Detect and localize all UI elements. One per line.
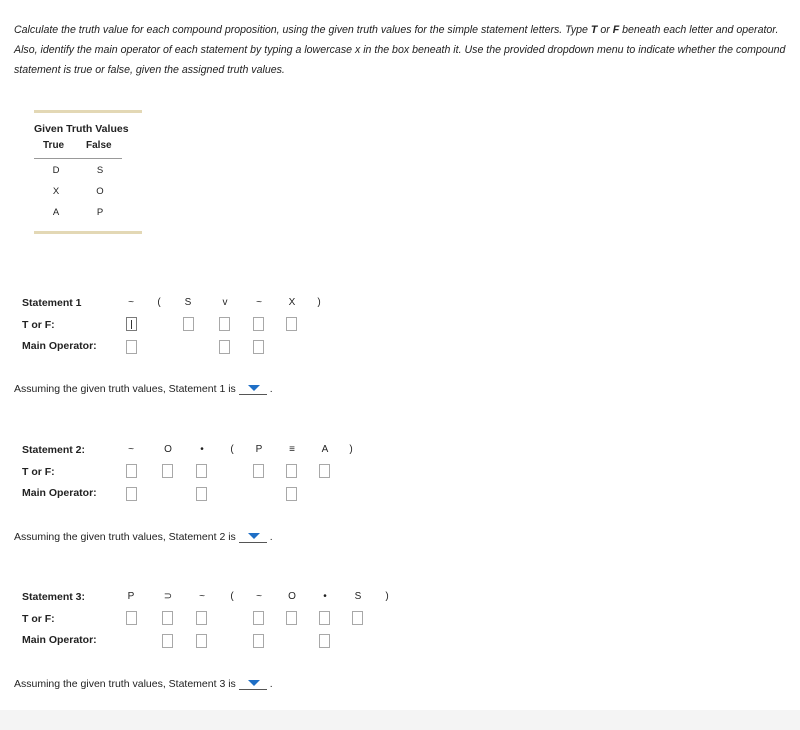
bottom-band xyxy=(0,710,800,730)
symbol: ~ xyxy=(128,444,134,455)
header-divider xyxy=(34,158,122,159)
main-operator-input[interactable] xyxy=(126,340,137,354)
symbol: ~ xyxy=(256,591,262,602)
symbol: P xyxy=(127,591,135,602)
table-bottom-rule xyxy=(34,231,142,234)
symbol: O xyxy=(288,591,296,602)
table-header xyxy=(34,140,142,158)
tf-input[interactable] xyxy=(196,464,207,478)
symbol: ( xyxy=(157,297,161,308)
main-operator-input[interactable] xyxy=(196,634,207,648)
statement-label: Statement 3: xyxy=(22,591,86,603)
true-letter: X xyxy=(52,186,60,197)
main-operator-input[interactable] xyxy=(162,634,173,648)
main-operator-label: Main Operator: xyxy=(22,487,97,499)
symbol: ≡ xyxy=(289,444,295,455)
symbol: • xyxy=(323,591,327,602)
main-operator-input[interactable] xyxy=(286,487,297,501)
false-header: False xyxy=(86,140,112,151)
tf-label: T or F: xyxy=(22,319,55,331)
true-letter: A xyxy=(52,207,60,218)
false-letter: O xyxy=(96,186,104,197)
tf-input[interactable] xyxy=(286,317,297,331)
table-row xyxy=(34,161,142,182)
main-operator-input[interactable] xyxy=(319,634,330,648)
tf-input[interactable] xyxy=(319,611,330,625)
false-letter: P xyxy=(96,207,104,218)
tf-input[interactable] xyxy=(352,611,363,625)
table-row xyxy=(34,182,142,203)
symbol: ) xyxy=(317,297,321,308)
main-operator-label: Main Operator: xyxy=(22,340,97,352)
statement-label: Statement 1 xyxy=(22,297,82,309)
tf-input[interactable] xyxy=(183,317,194,331)
false-letter: S xyxy=(96,165,104,176)
dropdown-arrow-icon xyxy=(248,385,260,391)
tf-input[interactable] xyxy=(253,611,264,625)
tf-input[interactable] xyxy=(319,464,330,478)
tf-input[interactable] xyxy=(196,611,207,625)
tf-input[interactable] xyxy=(126,611,137,625)
symbol: ⊃ xyxy=(163,591,173,602)
main-operator-input[interactable] xyxy=(219,340,230,354)
tf-input[interactable] xyxy=(219,317,230,331)
symbol: • xyxy=(200,444,204,455)
main-operator-input[interactable] xyxy=(253,340,264,354)
main-operator-input[interactable] xyxy=(253,634,264,648)
main-operator-input[interactable] xyxy=(196,487,207,501)
truth-value-dropdown[interactable] xyxy=(239,529,267,543)
tf-input[interactable] xyxy=(286,611,297,625)
true-header: True xyxy=(43,140,65,151)
true-letter: D xyxy=(52,165,60,176)
symbol: O xyxy=(164,444,172,455)
given-truth-values-table xyxy=(34,110,142,234)
tf-input[interactable] xyxy=(286,464,297,478)
symbol: ~ xyxy=(128,297,134,308)
symbol: ~ xyxy=(199,591,205,602)
symbol: ( xyxy=(230,591,234,602)
tf-input[interactable] xyxy=(162,464,173,478)
tf-input[interactable] xyxy=(253,464,264,478)
dropdown-arrow-icon xyxy=(248,680,260,686)
dropdown-arrow-icon xyxy=(248,533,260,539)
symbol: ~ xyxy=(256,297,262,308)
tf-input[interactable] xyxy=(126,464,137,478)
truth-value-dropdown[interactable] xyxy=(239,381,267,395)
symbol: ( xyxy=(230,444,234,455)
tf-label: T or F: xyxy=(22,613,55,625)
assumption-sentence: Assuming the given truth values, Statement 1 is . xyxy=(14,383,273,395)
instructions: Calculate the truth value for each compound proposition, using the given truth values for the simple statement letters. Type T or F beneath each letter and operator. Also, identify the main operator of each statement by typing a lowercase x in the box beneath it. Use the provided dropdown menu to indicate whether the compound statement is true or false, given the assigned truth values. xyxy=(14,24,786,76)
symbol: A xyxy=(321,444,329,455)
tf-input[interactable] xyxy=(162,611,173,625)
main-operator-label: Main Operator: xyxy=(22,634,97,646)
symbol: ) xyxy=(385,591,389,602)
table-row xyxy=(34,203,142,224)
symbol: v xyxy=(222,297,228,308)
table-top-rule xyxy=(34,110,142,113)
assumption-sentence: Assuming the given truth values, Statement 3 is . xyxy=(14,678,273,690)
symbol: ) xyxy=(349,444,353,455)
statement-label: Statement 2: xyxy=(22,444,86,456)
assumption-sentence: Assuming the given truth values, Statement 2 is . xyxy=(14,531,273,543)
symbol: P xyxy=(255,444,263,455)
tf-input[interactable] xyxy=(253,317,264,331)
symbol: X xyxy=(288,297,296,308)
truth-value-dropdown[interactable] xyxy=(239,676,267,690)
tf-label: T or F: xyxy=(22,466,55,478)
symbol: S xyxy=(184,297,192,308)
symbol: S xyxy=(354,591,362,602)
main-operator-input[interactable] xyxy=(126,487,137,501)
tf-input[interactable] xyxy=(126,317,137,331)
table-title: Given Truth Values xyxy=(34,123,129,135)
